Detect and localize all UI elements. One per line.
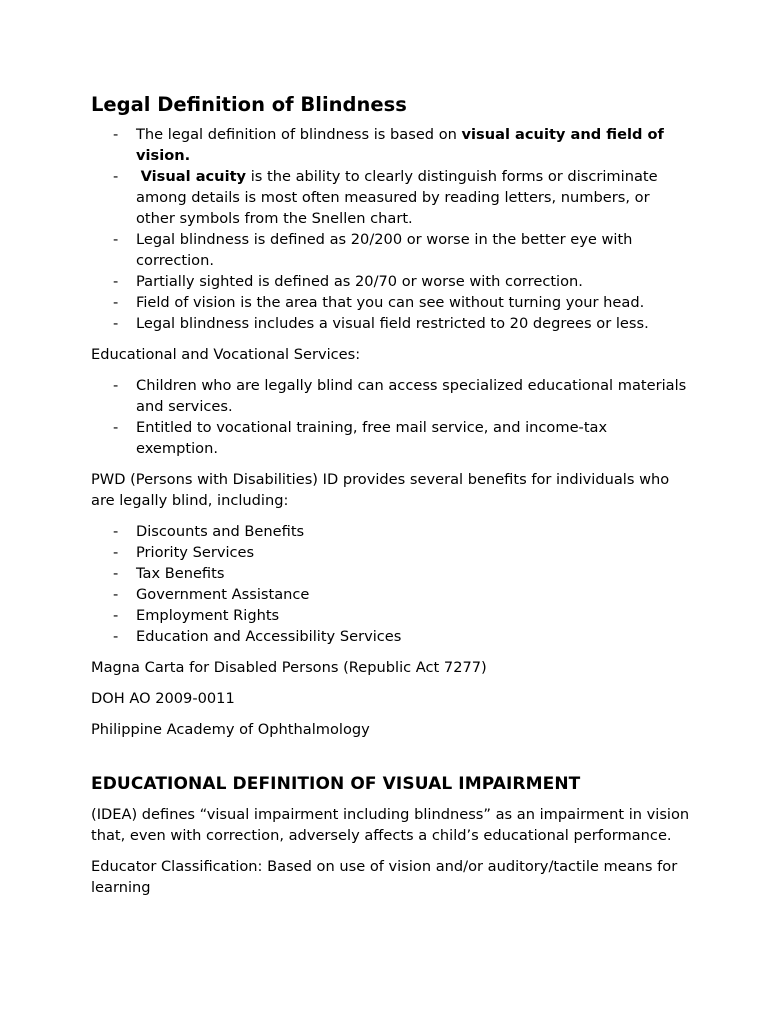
list-item: - Employment Rights [91, 605, 691, 626]
item-bold-text: Visual acuity [140, 168, 247, 185]
item-text: The legal definition of blindness is based on [136, 126, 462, 143]
list-item: - Legal blindness is defined as 20/200 or worse in the better eye with correction. [91, 229, 691, 271]
list-item [91, 124, 691, 166]
list-item: - Discounts and Benefits [91, 521, 691, 542]
educator-classification: Educator Classification: Based on use of vision and/or auditory/tactile means for learning [91, 858, 678, 896]
idea-definition: (IDEA) defines “visual impairment including blindness” as an impairment in vision that, even with correction, adversely affects a child’s educational performance. [91, 806, 690, 844]
list-item: - Field of vision is the area that you can see without turning your head. [91, 292, 691, 313]
list-item: - Government Assistance [91, 584, 691, 605]
reference-pao: Philippine Academy of Ophthalmology [91, 721, 370, 738]
item-bold-text: visual acuity and field of vision. [136, 126, 664, 164]
list-item: - Children who are legally blind can access specialized educational materials and services. [91, 375, 691, 417]
reference-magna-carta: Magna Carta for Disabled Persons (Republic Act 7277) [91, 659, 487, 676]
document-content [91, 92, 691, 908]
section-spacer [91, 750, 691, 772]
services-list [91, 375, 691, 459]
educational-definition-heading: EDUCATIONAL DEFINITION OF VISUAL IMPAIRMENT [91, 774, 581, 794]
services-intro: Educational and Vocational Services: [91, 346, 361, 363]
item-text: is the ability to clearly distinguish forms or discriminate among details is most often measured by reading letters, numbers, or other symbols from the Snellen chart. [136, 168, 658, 227]
list-item: - Education and Accessibility Services [91, 626, 691, 647]
list-item: - Tax Benefits [91, 563, 691, 584]
pwd-intro: PWD (Persons with Disabilities) ID provides several benefits for individuals who are legally blind, including: [91, 471, 670, 509]
list-item: - Priority Services [91, 542, 691, 563]
reference-doh-ao: DOH AO 2009-0011 [91, 690, 235, 707]
legal-definition-heading: Legal Definition of Blindness [91, 93, 407, 116]
legal-definition-list [91, 124, 691, 334]
list-item: - Legal blindness includes a visual field restricted to 20 degrees or less. [91, 313, 691, 334]
pwd-benefits-list [91, 521, 691, 647]
list-item: - Partially sighted is defined as 20/70 or worse with correction. [91, 271, 691, 292]
list-item [91, 166, 691, 229]
list-item: - Entitled to vocational training, free mail service, and income-tax exemption. [91, 417, 691, 459]
